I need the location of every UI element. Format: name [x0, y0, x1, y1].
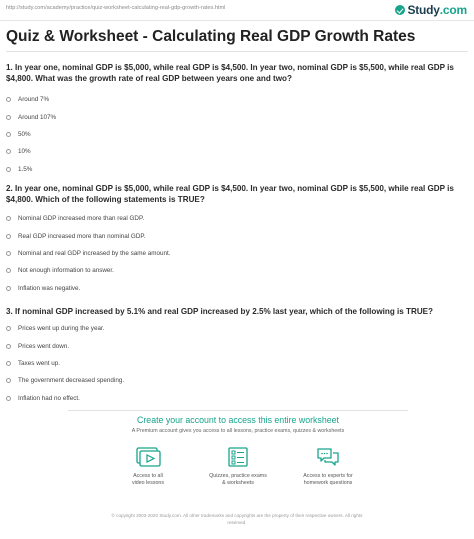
question-3: 3. If nominal GDP increased by 5.1% and real GDP increased by 2.5% last year, which of the following is TRUE?: [6, 307, 434, 316]
answer-option[interactable]: Taxes went up.: [6, 355, 124, 372]
title-divider: [6, 51, 468, 52]
answer-option[interactable]: The government decreased spending.: [6, 372, 124, 389]
video-lesson-icon: [135, 446, 161, 468]
radio-button[interactable]: [6, 326, 11, 331]
chat-bubbles-icon: [315, 446, 341, 468]
radio-button[interactable]: [6, 167, 11, 172]
feature-text: Access to all video lessons: [131, 473, 165, 486]
radio-button[interactable]: [6, 396, 11, 401]
answer-option[interactable]: Nominal GDP increased more than real GDP.: [6, 210, 171, 227]
radio-button[interactable]: [6, 378, 11, 383]
radio-button[interactable]: [6, 268, 11, 273]
checkmark-logo-icon: [395, 5, 405, 15]
radio-button[interactable]: [6, 97, 11, 102]
question-2-answers: [6, 210, 171, 297]
radio-button[interactable]: [6, 132, 11, 137]
question-2: 2. In year one, nominal GDP is $5,000, while real GDP is $4,500. In year two, nominal GDP is $5,500, while real GDP is $4,800. Which of the following statements is TRUE?: [6, 184, 454, 205]
answer-option[interactable]: Inflation was negative.: [6, 280, 171, 297]
answer-option[interactable]: Not enough information to answer.: [6, 262, 171, 279]
radio-button[interactable]: [6, 361, 11, 366]
answer-option[interactable]: 1.5%: [6, 161, 56, 178]
cta-subtitle: A Premium account gives you access to all lessons, practice exams, quizzes & worksheets: [131, 428, 345, 434]
radio-button[interactable]: [6, 216, 11, 221]
page-url: http://study.com/academy/practice/quiz-worksheet-calculating-real-gdp-growth-rates.html: [6, 5, 226, 11]
premium-cta: [68, 410, 408, 522]
question-3-answers: [6, 320, 124, 407]
radio-button[interactable]: [6, 149, 11, 154]
answer-option[interactable]: Prices went up during the year.: [6, 320, 124, 337]
cta-divider: [68, 410, 408, 411]
feature-experts: [278, 446, 378, 487]
answer-option[interactable]: Prices went down.: [6, 337, 124, 354]
answer-option[interactable]: Inflation had no effect.: [6, 390, 124, 407]
answer-option[interactable]: Real GDP increased more than nominal GDP.: [6, 227, 171, 244]
quiz-worksheet-icon: [225, 446, 251, 468]
answer-option[interactable]: Nominal and real GDP increased by the same amount.: [6, 245, 171, 262]
feature-text: Access to experts for homework questions: [303, 473, 353, 486]
answer-option[interactable]: Around 107%: [6, 108, 56, 125]
radio-button[interactable]: [6, 286, 11, 291]
question-1: 1. In year one, nominal GDP is $5,000, while real GDP is $4,500. In year two, nominal GDP is $5,500, while real GDP is $4,800. What was the growth rate of real GDP between years one and two?: [6, 63, 454, 84]
answer-option[interactable]: 50%: [6, 126, 56, 143]
page-title: Quiz & Worksheet - Calculating Real GDP Growth Rates: [6, 28, 416, 45]
radio-button[interactable]: [6, 251, 11, 256]
feature-video-lessons: [98, 446, 198, 487]
answer-option[interactable]: 10%: [6, 143, 56, 160]
logo-text: Study.com: [407, 3, 467, 17]
copyright-footer: © copyright 2003-2020 Study.com. All other trademarks and copyrights are the property of their respective owners. All rights reserved.: [111, 513, 363, 525]
feature-text: Quizzes, practice exams & worksheets: [209, 473, 267, 486]
answer-option[interactable]: Around 7%: [6, 91, 56, 108]
radio-button[interactable]: [6, 234, 11, 239]
radio-button[interactable]: [6, 344, 11, 349]
cta-title[interactable]: Create your account to access this entire worksheet: [137, 415, 339, 425]
feature-quizzes: [188, 446, 288, 487]
study-logo[interactable]: [395, 3, 467, 17]
question-1-answers: [6, 91, 56, 178]
top-bar: [0, 0, 474, 21]
radio-button[interactable]: [6, 115, 11, 120]
